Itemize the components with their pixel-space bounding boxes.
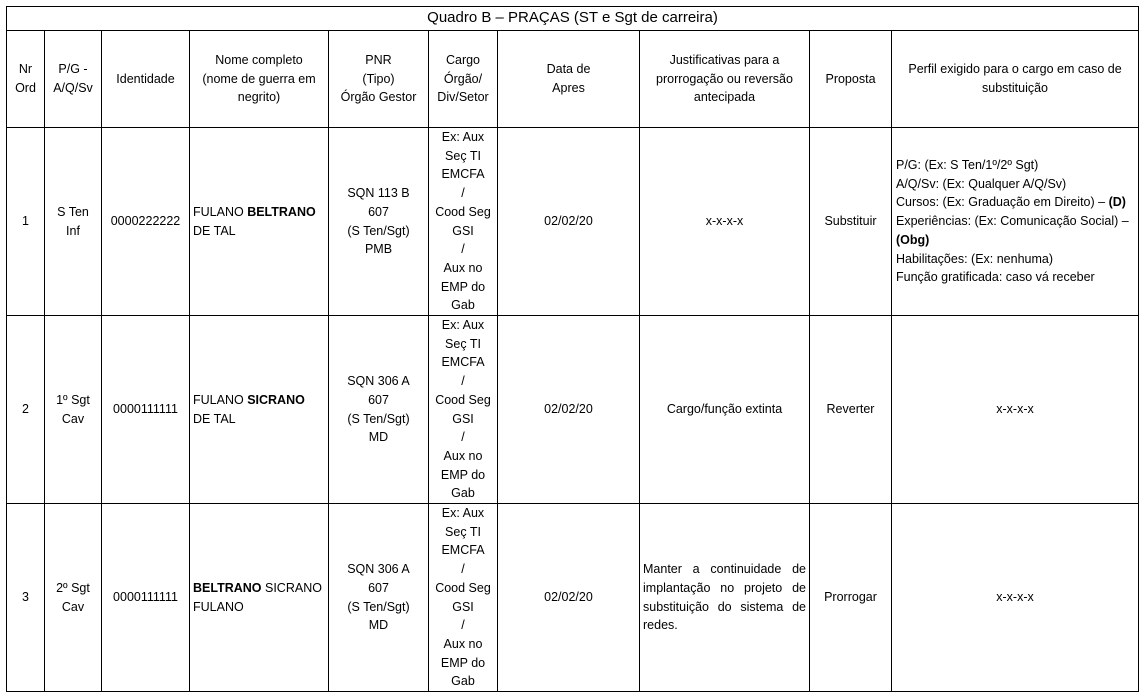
cell-data: 02/02/20 (498, 128, 640, 316)
header-row (7, 31, 1139, 128)
header-nome: Nome completo (nome de guerra em negrito) (190, 31, 329, 128)
cell-justificativa: Manter a continuidade de implantação no projeto de substituição do sistema de redes. (640, 504, 810, 692)
cell-pnr: SQN 113 B 607 (S Ten/Sgt) PMB (329, 128, 429, 316)
header-cargo: Cargo Órgão/ Div/Setor (429, 31, 498, 128)
cell-identidade: 0000111111 (102, 504, 190, 692)
cell-data: 02/02/20 (498, 316, 640, 504)
cell-identidade: 0000111111 (102, 316, 190, 504)
header-proposta: Proposta (810, 31, 892, 128)
cell-nr: 2 (7, 316, 45, 504)
header-justificativas: Justificativas para a prorrogação ou reversão antecipada (640, 31, 810, 128)
cell-nome: FULANO BELTRANO DE TAL (190, 128, 329, 316)
perfil-funcao: Função gratificada: caso vá receber (896, 270, 1095, 285)
perfil-experiencias: Experiências: (Ex: Comunicação Social) – (Obg) (896, 214, 1129, 247)
cell-perfil: x-x-x-x (892, 504, 1139, 692)
cell-proposta: Prorrogar (810, 504, 892, 692)
table-title: Quadro B – PRAÇAS (ST e Sgt de carreira) (7, 7, 1139, 31)
cell-data: 02/02/20 (498, 504, 640, 692)
header-data: Data de Apres (498, 31, 640, 128)
cell-perfil (892, 128, 1139, 316)
cell-cargo: Ex: Aux Seç TI EMCFA / Cood Seg GSI / Aux no EMP do Gab (429, 316, 498, 504)
cell-cargo: Ex: Aux Seç TI EMCFA / Cood Seg GSI / Aux no EMP do Gab (429, 128, 498, 316)
cell-cargo: Ex: Aux Seç TI EMCFA / Cood Seg GSI / Aux no EMP do Gab (429, 504, 498, 692)
cell-proposta: Substituir (810, 128, 892, 316)
cell-identidade: 0000222222 (102, 128, 190, 316)
perfil-pg: P/G: (Ex: S Ten/1º/2º Sgt) (896, 158, 1039, 173)
table-row (7, 316, 1139, 504)
quadro-b-table (6, 6, 1139, 692)
header-identidade: Identidade (102, 31, 190, 128)
perfil-aqsv: A/Q/Sv: (Ex: Qualquer A/Q/Sv) (896, 176, 1067, 191)
cell-pg: 1º Sgt Cav (45, 316, 102, 504)
header-pnr: PNR (Tipo) Órgão Gestor (329, 31, 429, 128)
cell-justificativa: Cargo/função extinta (640, 316, 810, 504)
header-pg: P/G - A/Q/Sv (45, 31, 102, 128)
table-row (7, 128, 1139, 316)
cell-nr: 3 (7, 504, 45, 692)
perfil-habilitacoes: Habilitações: (Ex: nenhuma) (896, 251, 1054, 266)
cell-proposta: Reverter (810, 316, 892, 504)
cell-pg: 2º Sgt Cav (45, 504, 102, 692)
cell-nome: FULANO SICRANO DE TAL (190, 316, 329, 504)
cell-pnr: SQN 306 A 607 (S Ten/Sgt) MD (329, 316, 429, 504)
cell-perfil: x-x-x-x (892, 316, 1139, 504)
cell-pg: S Ten Inf (45, 128, 102, 316)
perfil-cursos: Cursos: (Ex: Graduação em Direito) – (D) (896, 195, 1126, 210)
table-row (7, 504, 1139, 692)
cell-nome: BELTRANO SICRANO FULANO (190, 504, 329, 692)
header-perfil: Perfil exigido para o cargo em caso de substituição (892, 31, 1139, 128)
header-nr-ord: Nr Ord (7, 31, 45, 128)
cell-pnr: SQN 306 A 607 (S Ten/Sgt) MD (329, 504, 429, 692)
cell-nr: 1 (7, 128, 45, 316)
cell-justificativa: x-x-x-x (640, 128, 810, 316)
